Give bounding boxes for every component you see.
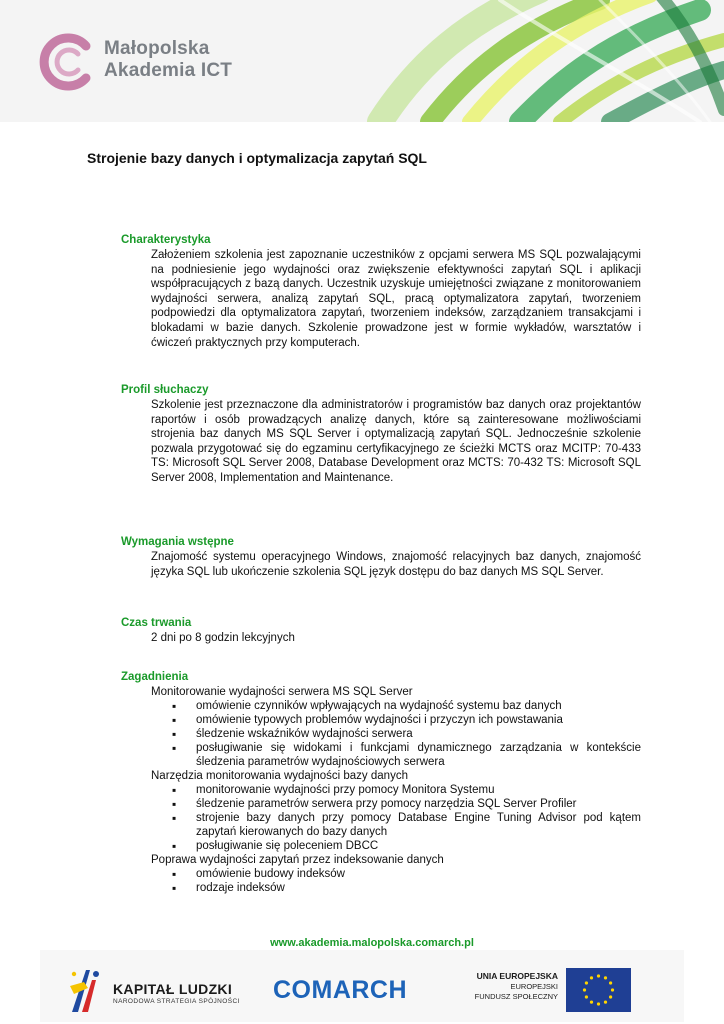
kapital-ludzki-subtitle: NARODOWA STRATEGIA SPÓJNOŚCI xyxy=(113,998,240,1005)
list-item: ▪ strojenie bazy danych przy pomocy Database Engine Tuning Advisor pod kątem zapytań kierowanych do bazy danych xyxy=(151,811,641,839)
section-title: Czas trwania xyxy=(121,617,192,629)
topic-items xyxy=(151,699,641,769)
list-item: ▪ posługiwanie się widokami i funkcjami dynamicznego zarządzania w kontekście śledzenia parametrów wydajnościowych serwera xyxy=(151,741,641,769)
topic-items xyxy=(151,783,641,853)
section-title: Wymagania wstępne xyxy=(121,536,234,548)
document-title: Strojenie bazy danych i optymalizacja zapytań SQL xyxy=(87,150,427,166)
eu-flag-icon xyxy=(566,968,631,1012)
eu-line-1: UNIA EUROPEJSKA xyxy=(476,971,558,981)
topic-heading: Poprawa wydajności zapytań przez indeksowanie danych xyxy=(151,854,444,866)
list-item: ▪ śledzenie parametrów serwera przy pomocy narzędzia SQL Server Profiler xyxy=(151,797,641,811)
brand-line-1: Małopolska xyxy=(104,38,210,59)
list-item: ▪ omówienie budowy indeksów xyxy=(151,867,641,881)
comarch-logo: COMARCH xyxy=(273,976,408,1004)
section-body: Założeniem szkolenia jest zapoznanie uczestników z opcjami serwera MS SQL pozwalającymi na podniesienie jego wydajności oraz zwiększenie efektywności zapytań SQL i aplikacji współpracujących z bazą danych. Uczestnik uzyskuje umiejętności związane z monitorowaniem wydajności serwera, analizą zapytań SQL, pracą optymalizatora zapytań, tworzeniem podpowiedzi dla optymalizatora zapytań, tworzeniem indeksów, zarządzaniem transakcjami i blokadami w bazie danych. Szkolenie prowadzone jest w formie wykładów, warsztatów i ćwiczeń praktycznych przy komputerach. xyxy=(151,249,641,349)
brand-line-2: Akademia ICT xyxy=(104,60,233,81)
eu-line-2: EUROPEJSKI xyxy=(510,981,558,991)
topic-heading: Narzędzia monitorowania wydajności bazy danych xyxy=(151,770,408,782)
topics-list xyxy=(151,685,641,895)
section-topics xyxy=(121,670,641,895)
topic-heading: Monitorowanie wydajności serwera MS SQL Server xyxy=(151,686,413,698)
kapital-ludzki-logo-icon xyxy=(68,966,106,1014)
section-requirements xyxy=(121,535,641,579)
list-item: ▪ rodzaje indeksów xyxy=(151,881,641,895)
section-body: Szkolenie jest przeznaczone dla administratorów i programistów baz danych oraz projektantów raportów i osób prowadzących analizę danych, które są zainteresowane możliwościami strojenia baz danych MS SQL Server i optymalizacją zapytań SQL. Jednocześnie szkolenie pozwala przygotować się do egzaminu certyfikacyjnego ze ścieżki MCTS oraz MCITP: 70-433 TS: Microsoft SQL Server 2008, Database Development oraz MCTS: 70-432 TS: Microsoft SQL Server 2008, Implementation and Maintenance. xyxy=(151,399,641,484)
section-body: Znajomość systemu operacyjnego Windows, znajomość relacyjnych baz danych, znajomość języka SQL lub ukończenie szkolenia SQL język dostępu do baz danych MS SQL Server. xyxy=(151,551,641,578)
list-item: ▪ omówienie czynników wpływających na wydajność systemu baz danych xyxy=(151,699,641,713)
eu-fund-text xyxy=(470,971,558,1003)
eu-line-3: FUNDUSZ SPOŁECZNY xyxy=(474,992,558,1001)
malopolska-akademia-logo-icon xyxy=(38,32,98,92)
section-title: Profil słuchaczy xyxy=(121,384,209,396)
list-item: ▪ śledzenie wskaźników wydajności serwera xyxy=(151,727,641,741)
topic-items xyxy=(151,867,641,895)
brand-name xyxy=(104,38,232,82)
footer-url-link[interactable]: www.akademia.malopolska.comarch.pl xyxy=(270,937,474,949)
section-duration xyxy=(121,616,641,646)
page-header xyxy=(0,0,724,122)
section-body: 2 dni po 8 godzin lekcyjnych xyxy=(151,632,295,644)
section-title: Zagadnienia xyxy=(121,671,189,683)
list-item: ▪ monitorowanie wydajności przy pomocy Monitora Systemu xyxy=(151,783,641,797)
list-item: ▪ posługiwanie się poleceniem DBCC xyxy=(151,839,641,853)
section-audience xyxy=(121,383,641,486)
section-characteristics xyxy=(121,233,641,350)
section-title: Charakterystyka xyxy=(121,234,211,246)
kapital-ludzki-title: KAPITAŁ LUDZKI xyxy=(113,981,233,997)
list-item: ▪ omówienie typowych problemów wydajności i przyczyn ich powstawania xyxy=(151,713,641,727)
